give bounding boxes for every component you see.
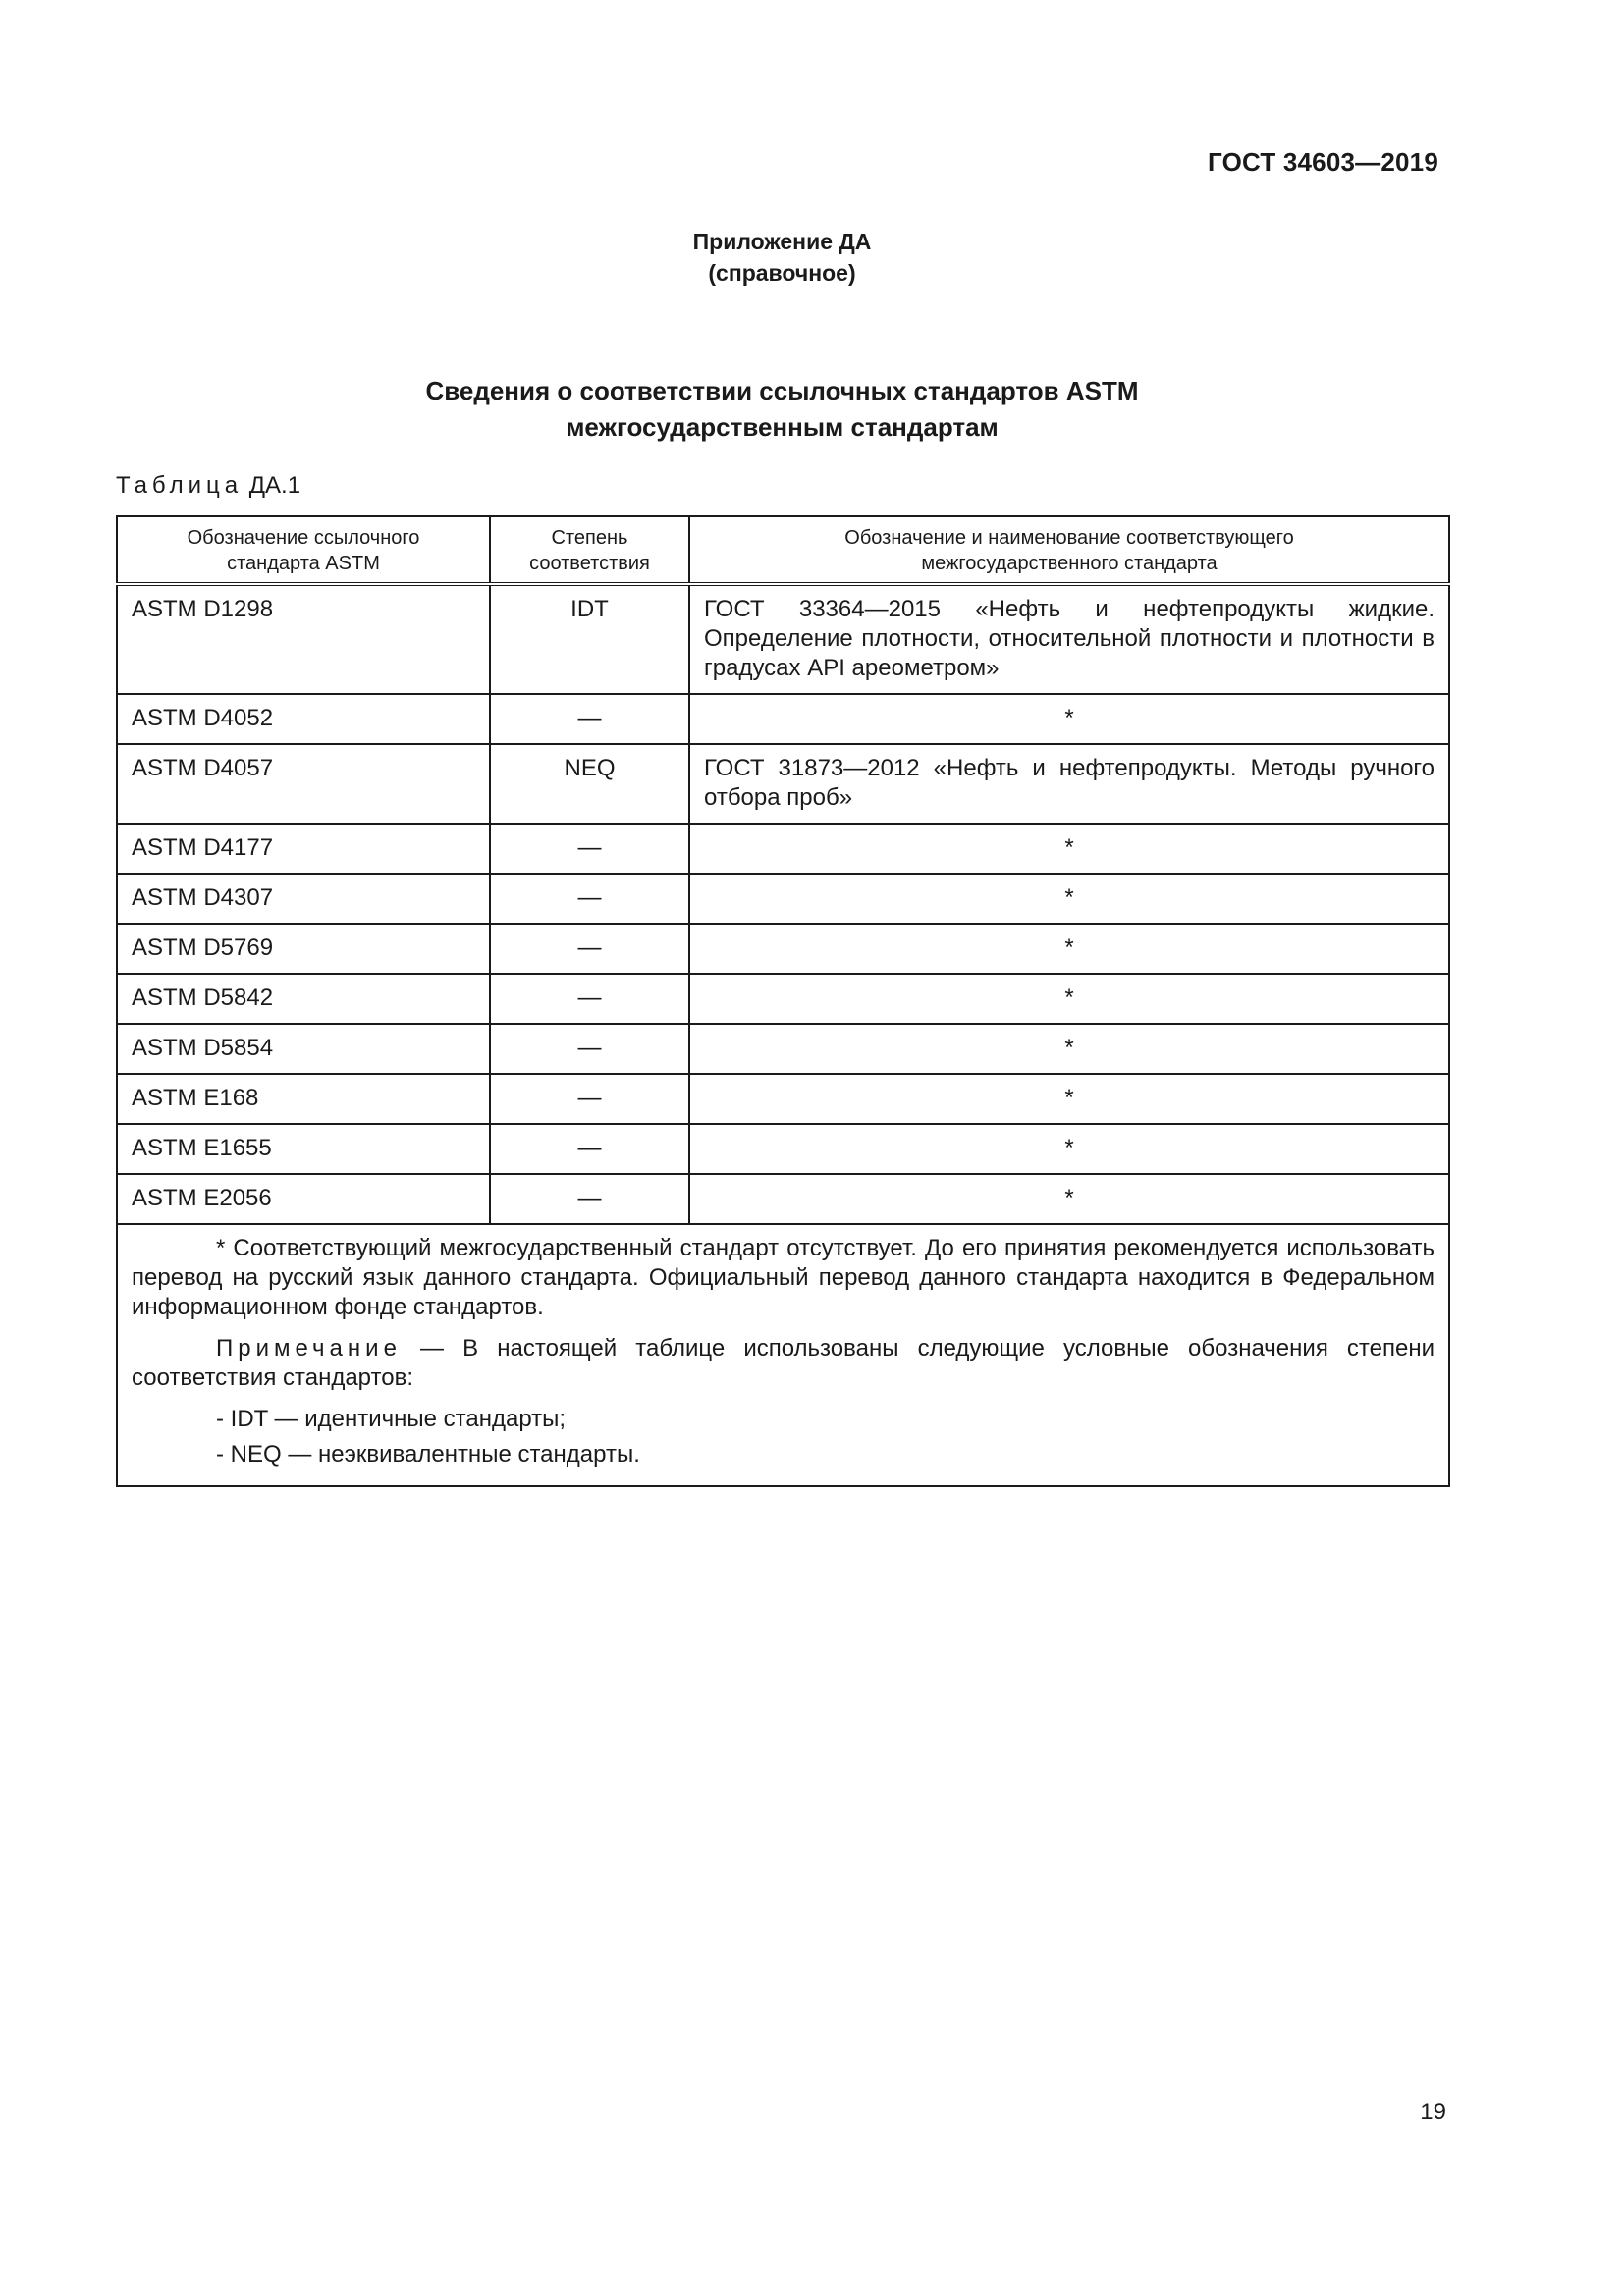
- section-title-line2: межгосударственным стандартам: [566, 412, 999, 442]
- header-col2-line2: соответствия: [529, 553, 650, 574]
- appendix-title: Приложение ДА: [692, 229, 872, 254]
- table-notes-row: [117, 1224, 1449, 1486]
- cell-degree: —: [490, 694, 689, 744]
- table-row: [117, 584, 1449, 694]
- header-degree: [490, 516, 689, 584]
- table-row: [117, 974, 1449, 1024]
- cell-standard-name: ГОСТ 31873—2012 «Нефть и нефтепродукты. Методы ручного отбора проб»: [689, 744, 1449, 824]
- header-interstate-standard: [689, 516, 1449, 584]
- note-text: — В настоящей таблице использованы следующие условные обозначения степени соответствия стандартов:: [132, 1335, 1435, 1391]
- cell-astm-code: ASTM D1298: [117, 584, 490, 694]
- cell-standard-name: *: [689, 924, 1449, 974]
- header-col3-line2: межгосударственного стандарта: [921, 553, 1218, 574]
- cell-astm-code: ASTM D4057: [117, 744, 490, 824]
- header-col2-line1: Степень: [551, 527, 628, 549]
- cell-standard-name: *: [689, 1124, 1449, 1174]
- note-item-idt: - IDT — идентичные стандарты;: [216, 1406, 567, 1432]
- cell-astm-code: ASTM D4052: [117, 694, 490, 744]
- table-footnote: * Соответствующий межгосударственный стандарт отсутствует. До его принятия рекомендуется использовать перевод на русский язык данного стандарта. Официальный перевод данного стандарта находится в Федеральном информационном фонде стандартов.: [132, 1235, 1435, 1320]
- cell-degree: —: [490, 924, 689, 974]
- cell-astm-code: ASTM E1655: [117, 1124, 490, 1174]
- table-note: [132, 1334, 1435, 1393]
- table-row: [117, 1024, 1449, 1074]
- cell-degree: —: [490, 824, 689, 874]
- cell-astm-code: ASTM D4177: [117, 824, 490, 874]
- cell-degree: —: [490, 974, 689, 1024]
- cell-degree: —: [490, 1124, 689, 1174]
- document-code: ГОСТ 34603—2019: [1208, 147, 1438, 177]
- header-col1-line2: стандарта ASTM: [227, 553, 380, 574]
- cell-degree: NEQ: [490, 744, 689, 824]
- note-label: Примечание: [216, 1335, 402, 1362]
- cell-standard-name: *: [689, 1024, 1449, 1074]
- table-row: [117, 744, 1449, 824]
- page-number: 19: [1420, 2099, 1446, 2125]
- table-row: [117, 694, 1449, 744]
- cell-standard-name: *: [689, 694, 1449, 744]
- section-title-line1: Сведения о соответствии ссылочных стандартов ASTM: [425, 376, 1139, 405]
- table-row: [117, 1074, 1449, 1124]
- cell-standard-name: *: [689, 1174, 1449, 1224]
- cell-standard-name: *: [689, 824, 1449, 874]
- table-row: [117, 874, 1449, 924]
- header-col3-line1: Обозначение и наименование соответствующего: [844, 527, 1294, 549]
- table-row: [117, 924, 1449, 974]
- header-col1-line1: Обозначение ссылочного: [187, 527, 420, 549]
- cell-standard-name: *: [689, 874, 1449, 924]
- appendix-heading: [0, 226, 1564, 289]
- section-title: [0, 373, 1564, 446]
- cell-degree: IDT: [490, 584, 689, 694]
- cell-astm-code: ASTM D5842: [117, 974, 490, 1024]
- cell-degree: —: [490, 1074, 689, 1124]
- cell-astm-code: ASTM D5769: [117, 924, 490, 974]
- cell-astm-code: ASTM E2056: [117, 1174, 490, 1224]
- appendix-subtitle: (справочное): [708, 260, 856, 286]
- table-notes: [117, 1224, 1449, 1486]
- table-label-number: ДА.1: [248, 472, 301, 499]
- cell-degree: —: [490, 1024, 689, 1074]
- table-header-row: [117, 516, 1449, 584]
- cell-standard-name: ГОСТ 33364—2015 «Нефть и нефтепродукты жидкие. Определение плотности, относительной плотности и плотности в градусах API ареометром»: [689, 584, 1449, 694]
- cell-astm-code: ASTM D5854: [117, 1024, 490, 1074]
- header-astm-designation: [117, 516, 490, 584]
- table-label: [116, 472, 300, 500]
- cell-astm-code: ASTM E168: [117, 1074, 490, 1124]
- note-item-neq: - NEQ — неэквивалентные стандарты.: [216, 1441, 640, 1468]
- table-row: [117, 824, 1449, 874]
- cell-astm-code: ASTM D4307: [117, 874, 490, 924]
- table-row: [117, 1174, 1449, 1224]
- cell-degree: —: [490, 874, 689, 924]
- correspondence-table: [116, 515, 1450, 1487]
- cell-degree: —: [490, 1174, 689, 1224]
- table-label-word: Таблица: [116, 472, 244, 499]
- cell-standard-name: *: [689, 1074, 1449, 1124]
- cell-standard-name: *: [689, 974, 1449, 1024]
- table-row: [117, 1124, 1449, 1174]
